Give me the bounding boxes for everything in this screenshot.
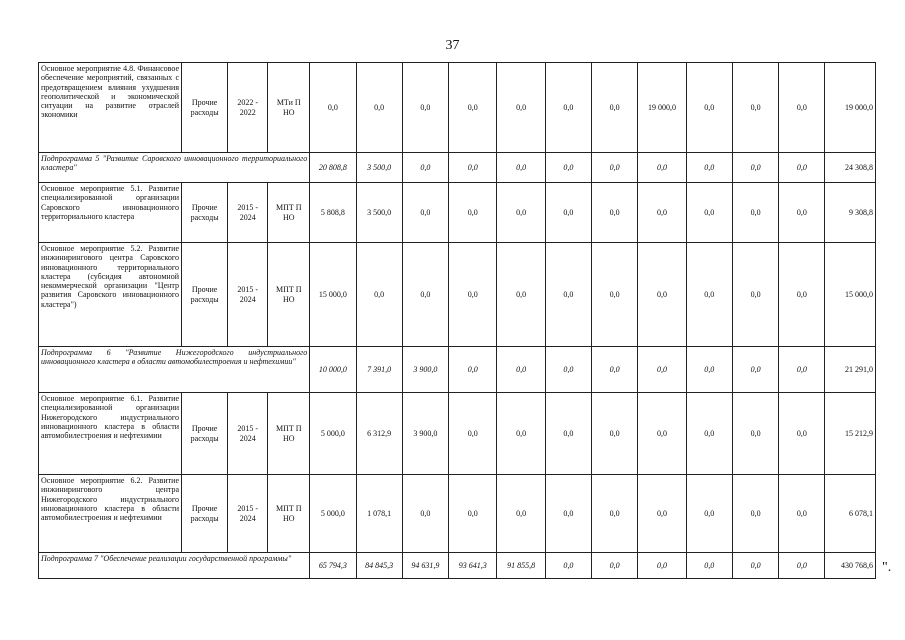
amount-cell: 0,0 (592, 243, 638, 347)
amount-cell: 0,0 (402, 63, 448, 153)
amount-cell: 0,0 (497, 183, 545, 243)
amount-cell: 0,0 (449, 153, 497, 183)
amount-cell: 0,0 (402, 475, 448, 553)
amount-cell: 0,0 (779, 347, 825, 393)
expense-type-cell: Прочие расходы (182, 243, 228, 347)
period-cell: 2022 - 2022 (228, 63, 268, 153)
amount-cell: 6 312,9 (356, 393, 402, 475)
total-cell: 430 768,6 (825, 553, 876, 579)
amount-cell: 0,0 (779, 243, 825, 347)
period-cell: 2015 - 2024 (228, 243, 268, 347)
amount-cell: 0,0 (732, 183, 778, 243)
amount-cell: 0,0 (497, 153, 545, 183)
amount-cell: 0,0 (686, 63, 732, 153)
amount-cell: 0,0 (497, 63, 545, 153)
measure-name-cell: Основное мероприятие 6.2. Развитие инжинирингового центра Нижегородского индустриального инновационного кластера в области автомобилестроения и нефтехимии (39, 475, 182, 553)
total-cell: 9 308,8 (825, 183, 876, 243)
amount-cell: 0,0 (732, 243, 778, 347)
amount-cell: 19 000,0 (638, 63, 686, 153)
amount-cell: 0,0 (732, 553, 778, 579)
amount-cell: 0,0 (449, 475, 497, 553)
amount-cell: 65 794,3 (310, 553, 356, 579)
amount-cell: 0,0 (449, 243, 497, 347)
amount-cell: 0,0 (732, 153, 778, 183)
expense-type-cell: Прочие расходы (182, 63, 228, 153)
period-cell: 2015 - 2024 (228, 475, 268, 553)
amount-cell: 0,0 (779, 153, 825, 183)
budget-table (38, 62, 876, 579)
amount-cell: 0,0 (356, 63, 402, 153)
executor-cell: МПТ П НО (268, 243, 310, 347)
amount-cell: 91 855,8 (497, 553, 545, 579)
executor-cell: МПТ П НО (268, 183, 310, 243)
amount-cell: 5 808,8 (310, 183, 356, 243)
measure-name-cell: Основное мероприятие 5.1. Развитие специализированной организации Саровского инновационного территориального кластера (39, 183, 182, 243)
subprogram-name-cell: Подпрограмма 5 "Развитие Саровского инновационного территориального кластера" (39, 153, 310, 183)
amount-cell: 0,0 (686, 153, 732, 183)
amount-cell: 5 000,0 (310, 393, 356, 475)
amount-cell: 1 078,1 (356, 475, 402, 553)
measure-name-cell: Основное мероприятие 4.8. Финансовое обеспечение мероприятий, связанных с предотвращением влияния ухудшения геополитической и экономической ситуации на развитие отраслей экономики (39, 63, 182, 153)
amount-cell: 0,0 (779, 63, 825, 153)
amount-cell: 3 500,0 (356, 183, 402, 243)
amount-cell: 0,0 (592, 475, 638, 553)
amount-cell: 0,0 (497, 475, 545, 553)
total-cell: 21 291,0 (825, 347, 876, 393)
amount-cell: 7 391,0 (356, 347, 402, 393)
amount-cell: 0,0 (638, 475, 686, 553)
amount-cell: 0,0 (545, 153, 591, 183)
amount-cell: 0,0 (686, 243, 732, 347)
amount-cell: 0,0 (402, 243, 448, 347)
amount-cell: 0,0 (592, 153, 638, 183)
amount-cell: 94 631,9 (402, 553, 448, 579)
measure-row (39, 393, 876, 475)
amount-cell: 20 808,8 (310, 153, 356, 183)
subprogram-row (39, 553, 876, 579)
period-cell: 2015 - 2024 (228, 183, 268, 243)
amount-cell: 0,0 (638, 243, 686, 347)
amount-cell: 5 000,0 (310, 475, 356, 553)
amount-cell: 0,0 (402, 183, 448, 243)
amount-cell: 0,0 (310, 63, 356, 153)
amount-cell: 0,0 (592, 393, 638, 475)
amount-cell: 0,0 (686, 553, 732, 579)
amount-cell: 0,0 (545, 63, 591, 153)
amount-cell: 0,0 (592, 183, 638, 243)
amount-cell: 0,0 (779, 475, 825, 553)
total-cell: 19 000,0 (825, 63, 876, 153)
amount-cell: 0,0 (638, 347, 686, 393)
measure-name-cell: Основное мероприятие 5.2. Развитие инжинирингового центра Саровского инновационного территориального кластера (субсидия автономной некоммерческой организации "Центр развития Саровского инновационного кластера") (39, 243, 182, 347)
subprogram-name-cell: Подпрограмма 7 "Обеспечение реализации государственной программы" (39, 553, 310, 579)
measure-row (39, 475, 876, 553)
measure-name-cell: Основное мероприятие 6.1. Развитие специализированной организации Нижегородского индустриального инновационного кластера в области автомобилестроения и нефтехимии (39, 393, 182, 475)
amount-cell: 0,0 (638, 183, 686, 243)
amount-cell: 84 845,3 (356, 553, 402, 579)
amount-cell: 0,0 (592, 553, 638, 579)
subprogram-row (39, 153, 876, 183)
amount-cell: 0,0 (686, 393, 732, 475)
subprogram-name-cell: Подпрограмма 6 "Развитие Нижегородского индустриального инновационного кластера в области автомобилестроения и нефтехимии" (39, 347, 310, 393)
amount-cell: 0,0 (449, 183, 497, 243)
amount-cell: 0,0 (779, 553, 825, 579)
amount-cell: 0,0 (545, 553, 591, 579)
amount-cell: 0,0 (592, 63, 638, 153)
amount-cell: 0,0 (545, 347, 591, 393)
amount-cell: 0,0 (732, 63, 778, 153)
page-number: 37 (445, 38, 460, 53)
amount-cell: 3 900,0 (402, 393, 448, 475)
amount-cell: 0,0 (497, 393, 545, 475)
amount-cell: 0,0 (402, 153, 448, 183)
amount-cell: 0,0 (638, 553, 686, 579)
executor-cell: МТи П НО (268, 63, 310, 153)
amount-cell: 0,0 (779, 393, 825, 475)
amount-cell: 0,0 (449, 347, 497, 393)
total-cell: 15 212,9 (825, 393, 876, 475)
amount-cell: 93 641,3 (449, 553, 497, 579)
total-cell: 24 308,8 (825, 153, 876, 183)
amount-cell: 10 000,0 (310, 347, 356, 393)
amount-cell: 0,0 (545, 243, 591, 347)
period-cell: 2015 - 2024 (228, 393, 268, 475)
amount-cell: 0,0 (545, 475, 591, 553)
amount-cell: 15 000,0 (310, 243, 356, 347)
amount-cell: 0,0 (497, 347, 545, 393)
executor-cell: МПТ П НО (268, 393, 310, 475)
amount-cell: 0,0 (732, 347, 778, 393)
measure-row (39, 63, 876, 153)
amount-cell: 0,0 (732, 475, 778, 553)
amount-cell: 3 900,0 (402, 347, 448, 393)
expense-type-cell: Прочие расходы (182, 183, 228, 243)
amount-cell: 0,0 (592, 347, 638, 393)
total-cell: 15 000,0 (825, 243, 876, 347)
executor-cell: МПТ П НО (268, 475, 310, 553)
amount-cell: 0,0 (449, 393, 497, 475)
measure-row (39, 243, 876, 347)
measure-row (39, 183, 876, 243)
subprogram-row (39, 347, 876, 393)
expense-type-cell: Прочие расходы (182, 393, 228, 475)
amount-cell: 0,0 (449, 63, 497, 153)
amount-cell: 0,0 (356, 243, 402, 347)
amount-cell: 0,0 (497, 243, 545, 347)
amount-cell: 0,0 (686, 475, 732, 553)
amount-cell: 0,0 (545, 183, 591, 243)
amount-cell: 0,0 (779, 183, 825, 243)
amount-cell: 0,0 (686, 183, 732, 243)
closing-quote-mark: ". (882, 560, 892, 575)
amount-cell: 0,0 (638, 393, 686, 475)
expense-type-cell: Прочие расходы (182, 475, 228, 553)
total-cell: 6 078,1 (825, 475, 876, 553)
amount-cell: 0,0 (686, 347, 732, 393)
amount-cell: 0,0 (545, 393, 591, 475)
amount-cell: 0,0 (732, 393, 778, 475)
amount-cell: 0,0 (638, 153, 686, 183)
amount-cell: 3 500,0 (356, 153, 402, 183)
